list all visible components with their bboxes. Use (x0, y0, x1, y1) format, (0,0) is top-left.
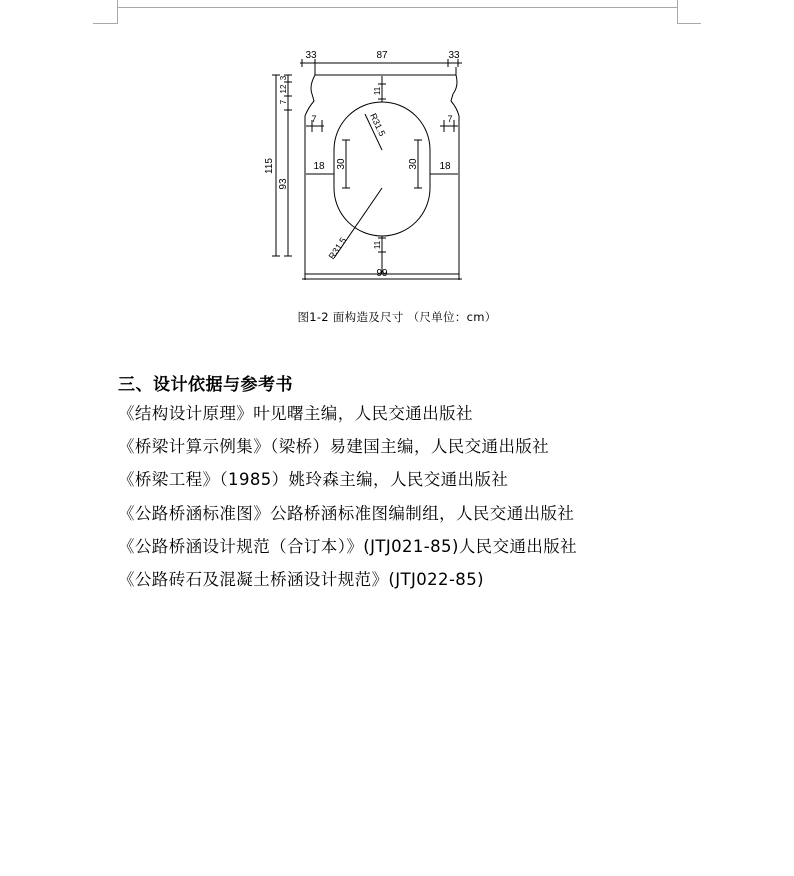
reference-list (118, 402, 577, 601)
dim-radius-bottom: R31.5 (326, 235, 349, 262)
reference-item: 《结构设计原理》叶见曙主编，人民交通出版社 (118, 404, 473, 423)
dim-body-height: 93 (278, 178, 289, 190)
dim-left-wall: 18 (313, 161, 325, 172)
dim-right-wall: 18 (439, 161, 451, 172)
dim-total-height: 115 (264, 158, 275, 174)
dim-bottom-slab: 11 (373, 240, 382, 250)
crop-mark-top-right-vertical (677, 0, 678, 24)
cross-section-drawing (262, 44, 482, 280)
dim-right-notch: 7 (447, 114, 453, 124)
section-heading: 三、设计依据与参考书 (118, 375, 293, 395)
dim-top-width: 87 (376, 50, 388, 61)
figure-caption: 图1-2 面构造及尺寸 （尺单位：cm） (297, 310, 497, 324)
dim-bottom-width: 99 (376, 268, 388, 279)
reference-item: 《公路桥涵标准图》公路桥涵标准图编制组，人民交通出版社 (118, 503, 575, 523)
dim-3: 3 (279, 75, 288, 81)
dim-left-straight: 30 (336, 158, 347, 170)
header-rule (117, 7, 678, 8)
reference-item: 《桥梁计算示例集》（梁桥）易建国主编，人民交通出版社 (118, 437, 550, 457)
dim-top-right-offset: 33 (448, 50, 460, 61)
dim-top-slab: 11 (373, 86, 382, 96)
dim-7: 7 (279, 99, 288, 105)
dim-12: 12 (279, 84, 288, 94)
dim-top-left-offset: 33 (305, 50, 317, 61)
dim-radius-top: R31.5 (368, 111, 388, 138)
reference-item: 《公路砖石及混凝土桥涵设计规范》(JTJ022-85) (118, 569, 484, 589)
dim-left-notch: 7 (311, 114, 317, 124)
crop-mark-top-right-horizontal (677, 23, 701, 24)
dim-right-straight: 30 (408, 158, 419, 170)
reference-item: 《桥梁工程》（1985）姚玲森主编，人民交通出版社 (118, 470, 509, 490)
crop-mark-top-left-vertical (117, 0, 118, 24)
reference-item: 《公路桥涵设计规范（合订本）》(JTJ021-85)人民交通出版社 (118, 536, 578, 556)
crop-mark-top-left-horizontal (93, 23, 117, 24)
